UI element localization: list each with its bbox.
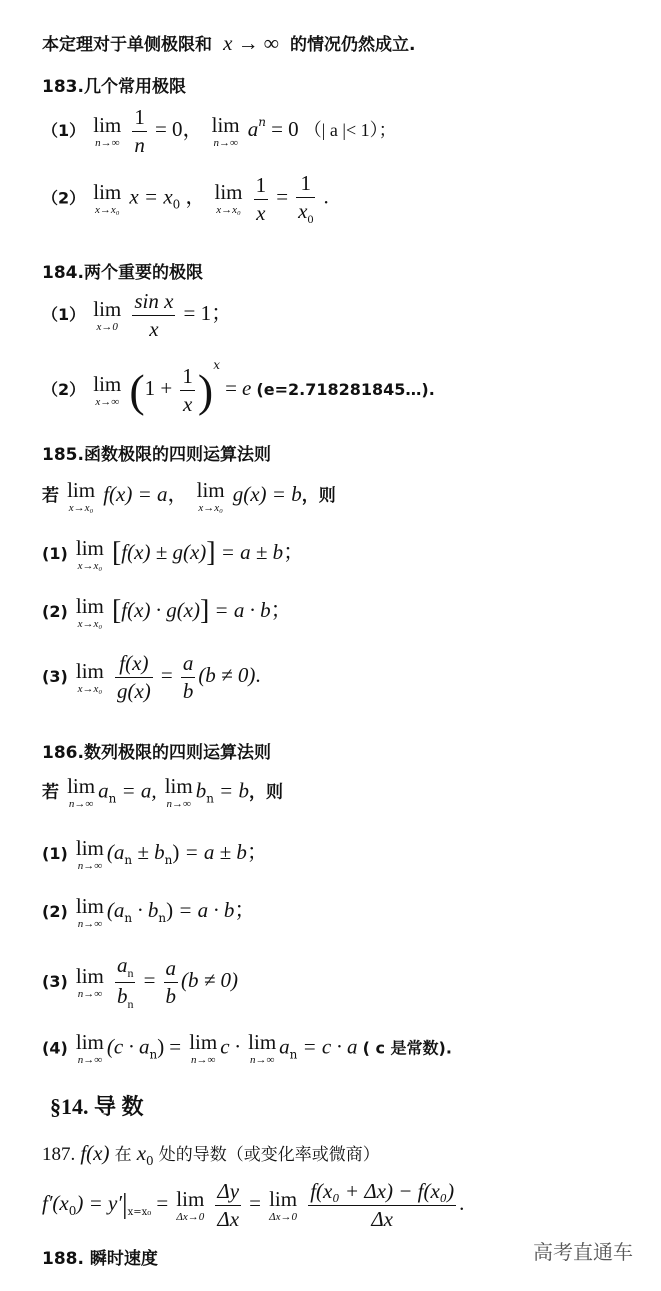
body: f(x) ± g(x) xyxy=(121,540,207,564)
label: (4) xyxy=(42,1038,68,1058)
lim-operator: lim n→∞ xyxy=(67,774,96,810)
formula-183-2 xyxy=(42,172,661,226)
label: （2） xyxy=(42,380,86,399)
eq-a: = a, xyxy=(121,778,157,803)
equals: = xyxy=(143,968,156,993)
heading-183: 183.几个常用极限 xyxy=(42,77,186,97)
rule-186-4: (4) lim n→∞ $(c \cdot a_n)$ = lim n→∞ c · lim n→∞ $a_n = c \cdot a$ ( c 是常数). xyxy=(42,1030,452,1066)
fraction: $\frac{\Delta y}{\Delta x}$ xyxy=(217,1179,240,1232)
heading-186: 186.数列极限的四则运算法则 xyxy=(42,743,271,763)
lim-operator: lim Δx→0 xyxy=(176,1186,205,1223)
equals: = xyxy=(276,184,289,209)
label: (3) xyxy=(42,667,68,687)
condition: (b ≠ 0) xyxy=(181,968,239,993)
label: (2) xyxy=(42,602,68,621)
close-paren: ) xyxy=(197,365,214,416)
fraction: $\frac{\text{f(x₀ + Δx) − f(x₀)}}{\Delta x}$ xyxy=(310,1179,455,1232)
lim-operator: lim x→x₀ xyxy=(75,535,104,572)
label: (1) xyxy=(42,844,68,863)
left-bracket: [ xyxy=(111,595,122,626)
label: (2) xyxy=(42,902,68,921)
rhs: = c · a xyxy=(302,1034,358,1059)
lim-operator: lim x→0 xyxy=(93,296,122,333)
rule-186-2: (2) lim n→∞ $(a_n \cdot b_n) = a \cdot b$； xyxy=(42,893,256,930)
equals: = 0 xyxy=(154,117,183,142)
formula-183-1 xyxy=(42,106,661,157)
lim-operator: lim x→x₀ xyxy=(93,180,122,217)
label: (3) xyxy=(42,972,68,992)
expression: x = x xyxy=(129,184,173,209)
fraction: $\frac{1}{x_0}$ xyxy=(298,171,314,227)
end-mark: ； xyxy=(270,598,292,622)
period: . xyxy=(255,663,261,688)
condition-185 xyxy=(42,478,661,514)
equals: = xyxy=(160,663,173,688)
base: a xyxy=(247,117,259,142)
lim-operator: lim x→x₀ xyxy=(214,180,243,217)
intro-prefix: 本定理对于单侧极限和 xyxy=(42,35,212,55)
end-mark: ； xyxy=(234,898,256,922)
separator: ， xyxy=(167,482,189,506)
lim-operator: lim x→x₀ xyxy=(196,477,225,514)
rhs: = a · b xyxy=(178,898,235,922)
end-mark: ； xyxy=(211,301,233,326)
e-value-note: (e=2.718281845…). xyxy=(256,380,435,399)
number: 187. xyxy=(42,1144,76,1165)
equals: = 1 xyxy=(183,301,212,326)
lim-operator: lim n→∞ xyxy=(164,774,193,810)
rule-186-1: (1) lim n→∞ $(a_n \pm b_n) = a \pm b$； xyxy=(42,835,268,872)
condition-186: 若 lim n→∞ $a_n = a$, lim n→∞ $b_n = b$，则 xyxy=(42,774,283,810)
equals: = xyxy=(225,376,237,400)
lim-operator: lim x→x₀ xyxy=(67,477,96,514)
lim-operator: lim x→∞ xyxy=(93,371,122,408)
formula-184-1 xyxy=(42,290,661,341)
intro-suffix: 的情况仍然成立. xyxy=(289,35,416,55)
lim-operator: lim n→∞ xyxy=(93,112,122,149)
rule-186-3 xyxy=(42,954,661,1011)
rhs: = a ± b xyxy=(220,540,284,564)
rule-185-2 xyxy=(42,594,661,630)
lim-operator: lim x→x₀ xyxy=(75,658,104,695)
label: （2） xyxy=(42,188,86,208)
constant-note: ( c 是常数). xyxy=(362,1038,452,1058)
heading-188-text: 188. 瞬时速度 xyxy=(42,1249,158,1269)
fraction: $\frac{f(x)}{g(x)}$ xyxy=(116,651,151,704)
rule-185-1 xyxy=(42,536,661,572)
heading-185: 185.函数极限的四则运算法则 xyxy=(42,445,271,465)
label: (1) xyxy=(42,544,68,563)
formula-184-2 xyxy=(42,358,661,417)
one-plus: 1 + xyxy=(144,376,173,400)
lim-operator: lim n→∞ xyxy=(75,835,104,872)
fraction: $\frac{a}{b}$ xyxy=(165,956,176,1009)
lim-operator: lim n→∞ xyxy=(75,893,104,930)
intro-line xyxy=(42,30,661,56)
heading-187: 187. f(x) 在 $x_0$ 处的导数（或变化率或微商） xyxy=(42,1141,380,1168)
rule-185-3 xyxy=(42,652,661,703)
fraction: $\frac{1}{n}$ xyxy=(134,105,145,158)
exponent: n xyxy=(258,115,266,130)
label: （1） xyxy=(42,121,86,141)
period: . xyxy=(323,184,329,209)
x0: x xyxy=(136,1141,147,1165)
intro-arrow-expr: x → ∞ xyxy=(223,31,279,55)
rhs: = a ± b xyxy=(184,840,247,864)
end-mark: ； xyxy=(283,540,305,564)
mid-text: 在 xyxy=(114,1145,132,1165)
fraction: $\frac{\text{sin x}}{x}$ xyxy=(134,289,174,342)
label: （1） xyxy=(42,305,86,325)
separator: ， xyxy=(185,184,207,209)
condition: (b ≠ 0) xyxy=(198,663,256,688)
right-bracket: ] xyxy=(206,537,216,568)
fraction: $\frac{a}{b}$ xyxy=(182,651,194,704)
lim-operator: lim n→∞ xyxy=(75,963,104,1000)
then: ，则 xyxy=(301,486,336,506)
lim-operator: lim x→x₀ xyxy=(75,593,104,630)
suffix-text: 处的导数（或变化率或微商） xyxy=(158,1145,380,1165)
body: f(x) · g(x) xyxy=(121,598,200,622)
end-mark: ； xyxy=(246,840,268,864)
section-14-heading: §14. 导 数 xyxy=(50,1094,144,1119)
ruo: 若 xyxy=(42,486,59,506)
lim-operator: lim Δx→0 xyxy=(269,1186,298,1223)
fraction: $\frac{a_n}{b_n}$ xyxy=(116,953,134,1012)
subscript: 0 xyxy=(172,197,181,212)
then: ，则 xyxy=(248,782,283,803)
formula-187: $f'(x_0) = y'|_{x=x_0}$ = lim Δx→0 $\frac{\Delta y}{\Delta x}$ = lim Δx→0 $\frac{\text{f(x₀ + Δx) − f(x₀)}}{\Delta x}$ . xyxy=(42,1179,465,1232)
eq-b: = b xyxy=(219,778,249,803)
fx: f(x) xyxy=(80,1141,110,1165)
g-limit: g(x) = b xyxy=(232,482,302,506)
ruo: 若 xyxy=(42,782,59,803)
exponent: x xyxy=(213,358,220,372)
right-bracket: ] xyxy=(200,595,210,626)
lim-operator: lim n→∞ xyxy=(211,112,240,149)
fraction: $\frac{1}{x}$ xyxy=(182,363,193,416)
lim-operator: lim n→∞ xyxy=(248,1030,277,1066)
fraction: $\frac{1}{x}$ xyxy=(255,172,267,225)
watermark: 高考直通车 xyxy=(533,1240,633,1264)
open-paren: ( xyxy=(129,365,145,416)
left-bracket: [ xyxy=(111,537,122,568)
equals: = 0 xyxy=(271,117,299,142)
separator: ， xyxy=(182,117,204,142)
e-symbol: e xyxy=(242,376,252,400)
f-limit: f(x) = a xyxy=(103,482,168,506)
rhs: = a · b xyxy=(214,598,271,622)
heading-184: 184.两个重要的极限 xyxy=(42,263,203,283)
lim-operator: lim n→∞ xyxy=(75,1030,104,1066)
lim-operator: lim n→∞ xyxy=(189,1030,218,1066)
condition: （| a |< 1）； xyxy=(303,120,397,141)
